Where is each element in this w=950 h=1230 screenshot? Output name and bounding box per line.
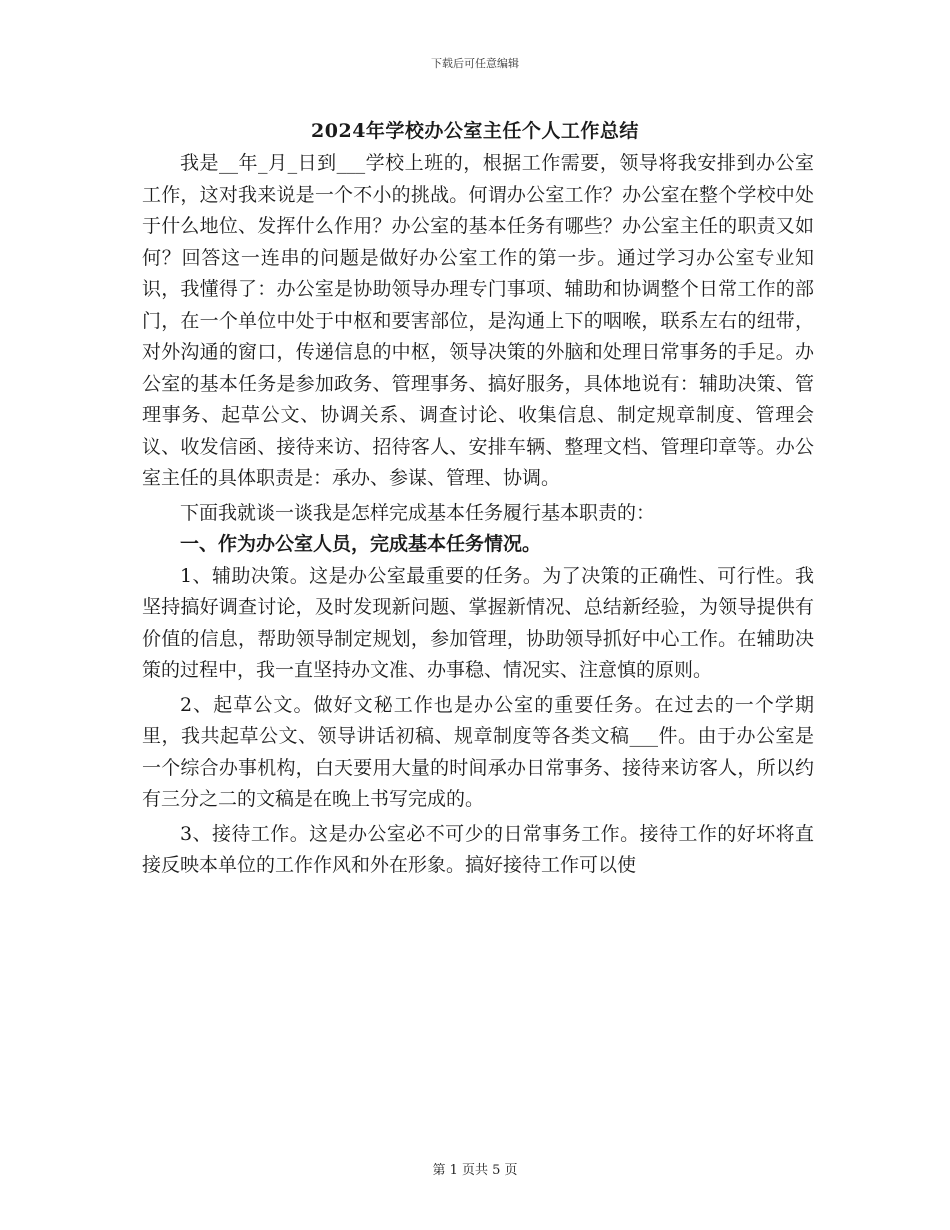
intro-paragraph: 我是__年_月_日到___学校上班的，根据工作需要，领导将我安排到办公室工作，这对我来说是一个不小的挑战。何谓办公室工作？办公室在整个学校中处于什么地位、发挥什么作用？办公室的基本任务有哪些？办公室主任的职责又如何？回答这一连串的问题是做好办公室工作的第一步。通过学习办公室专业知识，我懂得了：办公室是协助领导办理专门事项、辅助和协调整个日常工作的部门，在一个单位中处于中枢和要害部位，是沟通上下的咽喉，联系左右的纽带，对外沟通的窗口，传递信息的中枢，领导决策的外脑和处理日常事务的手足。办公室的基本任务是参加政务、管理事务、搞好服务，具体地说有：辅助决策、管理事务、起草公文、协调关系、调查讨论、收集信息、制定规章制度、管理会议、收发信函、接待来访、招待客人、安排车辆、整理文档、管理印章等。办公室主任的具体职责是：承办、参谋、管理、协调。 <box>142 152 814 489</box>
page-number-indicator: 第 1 页共 5 页 <box>432 1163 518 1178</box>
transition-paragraph: 下面我就谈一谈我是怎样完成基本任务履行基本职责的： <box>180 501 656 524</box>
document-title: 2024年学校办公室主任个人工作总结 <box>311 120 639 142</box>
document-body <box>142 148 814 882</box>
page-header-note: 下载后可任意编辑 <box>431 57 519 70</box>
item-paragraph-drafting: 2、起草公文。做好文秘工作也是办公室的重要任务。在过去的一个学期里，我共起草公文、领导讲话初稿、规章制度等各类文稿___件。由于办公室是一个综合办事机构，白天要用大量的时间承办日常事务、接待来访客人，所以约有三分之二的文稿是在晚上书写完成的。 <box>142 693 814 810</box>
section-heading: 一、作为办公室人员，完成基本任务情况。 <box>180 533 542 555</box>
item-paragraph-decision-support: 1、辅助决策。这是办公室最重要的任务。为了决策的正确性、可行性。我坚持搞好调查讨论，及时发现新问题、掌握新情况、总结新经验，为领导提供有价值的信息，帮助领导制定规划，参加管理，协助领导抓好中心工作。在辅助决策的过程中，我一直坚持办文准、办事稳、情况实、注意慎的原则。 <box>142 564 814 681</box>
item-paragraph-reception: 3、接待工作。这是办公室必不可少的日常事务工作。接待工作的好坏将直接反映本单位的工作作风和外在形象。搞好接待工作可以使 <box>142 822 814 876</box>
